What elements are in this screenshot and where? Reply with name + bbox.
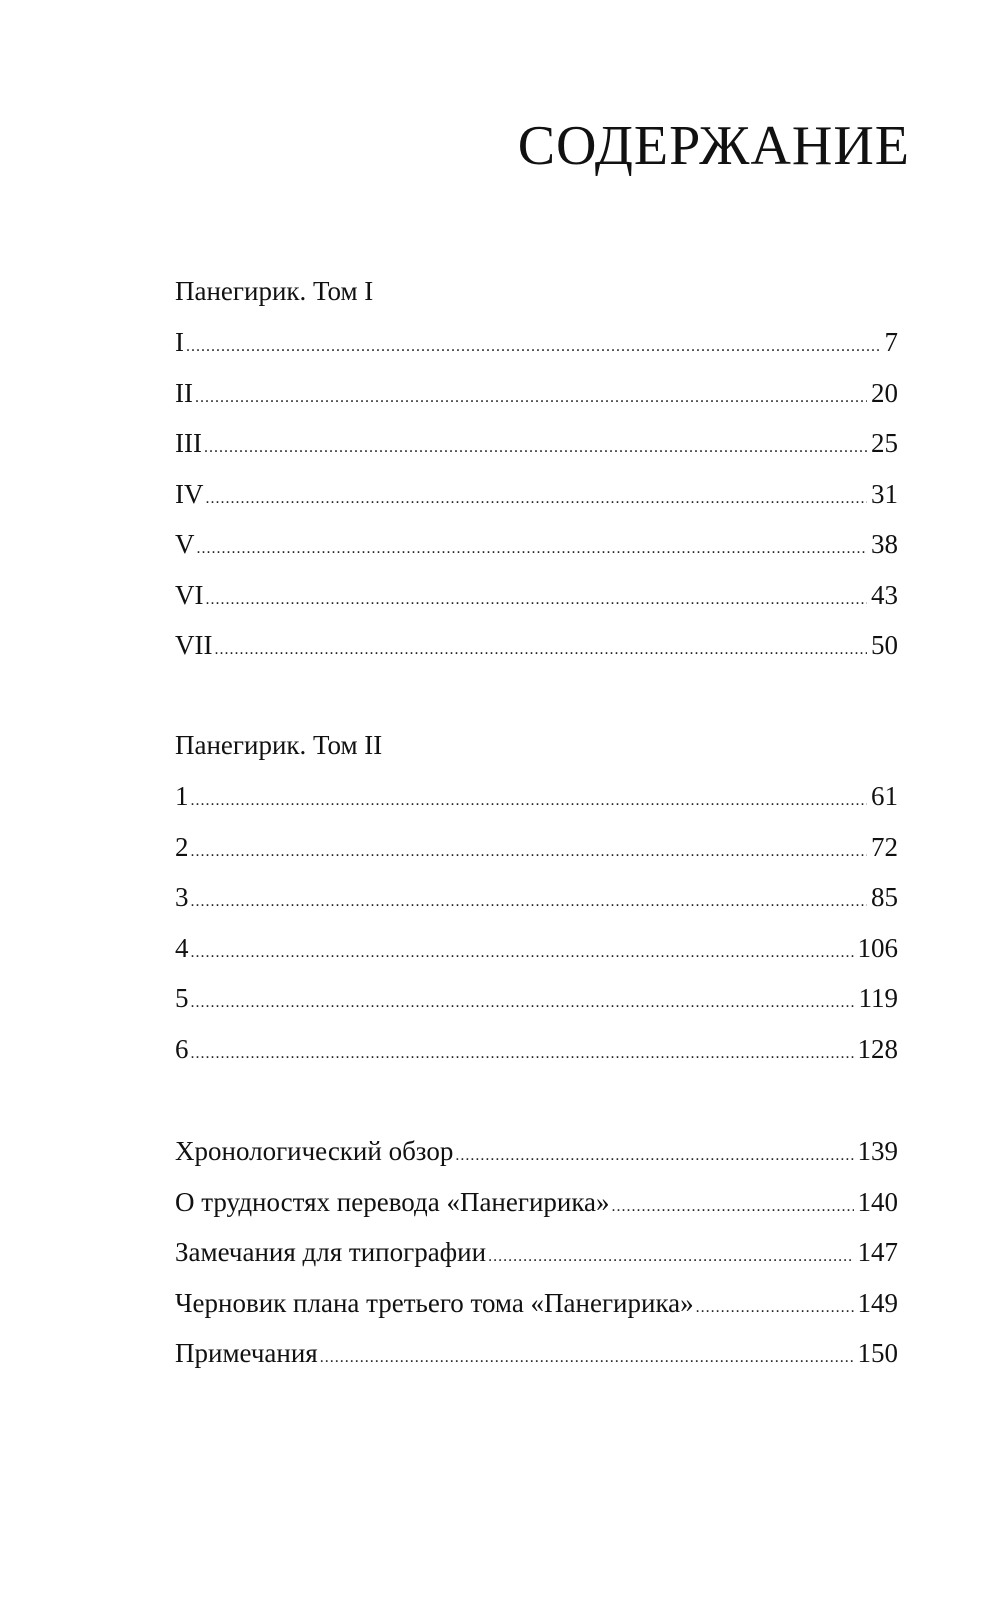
dot-leader xyxy=(206,585,868,615)
toc-entry-page: 147 xyxy=(857,1237,898,1267)
toc-entry-label: Черновик плана третьего тома «Панегирика» xyxy=(175,1287,694,1318)
toc-entry-label: VI xyxy=(175,579,204,610)
dot-leader xyxy=(488,1242,853,1272)
toc-entry-label: 3 xyxy=(175,882,189,912)
dot-leader xyxy=(191,1039,854,1069)
dot-leader xyxy=(197,534,868,564)
toc-entry-page: 61 xyxy=(871,781,898,811)
dot-leader xyxy=(455,1141,853,1171)
dot-leader xyxy=(320,1343,854,1373)
toc-entry xyxy=(175,781,898,832)
section-heading: Панегирик. Том II xyxy=(175,730,383,760)
dot-leader xyxy=(204,433,867,463)
toc-entry-page: 150 xyxy=(857,1338,898,1368)
toc-entry-page: 149 xyxy=(857,1287,898,1318)
toc-entry-page: 106 xyxy=(857,932,898,963)
toc-entry-label: II xyxy=(175,377,193,408)
toc-entry-page: 139 xyxy=(857,1136,898,1166)
dot-leader xyxy=(206,484,868,514)
toc-entry xyxy=(175,1034,898,1085)
toc-entry-page: 31 xyxy=(871,478,898,509)
toc-entry xyxy=(175,580,898,631)
toc-entry xyxy=(175,1136,898,1187)
toc-entry xyxy=(175,1237,898,1288)
dot-leader xyxy=(191,887,868,917)
toc-entry-label: Примечания xyxy=(175,1338,318,1368)
dot-leader xyxy=(191,988,855,1018)
toc-section-appendices xyxy=(175,1136,898,1389)
toc-entry xyxy=(175,327,898,378)
toc-entry-page: 140 xyxy=(857,1186,898,1217)
toc-entry xyxy=(175,630,898,681)
dot-leader xyxy=(191,786,868,816)
toc-entry-label: V xyxy=(175,529,195,559)
dot-leader xyxy=(191,837,868,867)
toc-entry xyxy=(175,428,898,479)
toc-entry xyxy=(175,1288,898,1339)
toc-entry-page: 38 xyxy=(871,529,898,559)
toc-entry-label: I xyxy=(175,327,184,357)
toc-entry-page: 20 xyxy=(871,377,898,408)
toc-entry xyxy=(175,832,898,883)
toc-entry-label: 5 xyxy=(175,983,189,1013)
toc-entry-label: III xyxy=(175,428,202,458)
toc-entry-page: 7 xyxy=(884,327,898,357)
toc-list xyxy=(175,1136,898,1389)
toc-entry-label: VII xyxy=(175,630,213,660)
toc-entry xyxy=(175,1338,898,1389)
toc-entry-label: О трудностях перевода «Панегирика» xyxy=(175,1186,610,1217)
toc-entry-label: Замечания для типографии xyxy=(175,1237,487,1267)
dot-leader xyxy=(195,383,867,413)
toc-entry-page: 72 xyxy=(871,831,898,862)
dot-leader xyxy=(612,1192,854,1222)
toc-entry-label: Хронологический обзор xyxy=(175,1136,454,1166)
toc-entry-page: 25 xyxy=(871,428,898,458)
toc-entry-page: 43 xyxy=(871,579,898,610)
dot-leader xyxy=(214,635,867,665)
toc-entry xyxy=(175,933,898,984)
toc-section-volume-2 xyxy=(175,730,898,1084)
page-title: СОДЕРЖАНИЕ xyxy=(517,115,910,177)
dot-leader xyxy=(191,938,854,968)
toc-entry-label: 1 xyxy=(175,781,189,811)
toc-section-volume-1 xyxy=(175,276,898,681)
toc-entry-page: 128 xyxy=(857,1033,898,1064)
toc-entry xyxy=(175,1187,898,1238)
toc-entry-label: IV xyxy=(175,478,204,509)
toc-entry xyxy=(175,983,898,1034)
toc-entry-page: 119 xyxy=(858,983,898,1013)
toc-entry-page: 85 xyxy=(871,882,898,912)
toc-entry xyxy=(175,882,898,933)
toc-entry-label: 2 xyxy=(175,831,189,862)
dot-leader xyxy=(696,1293,854,1323)
toc-entry xyxy=(175,529,898,580)
toc-entry-label: 4 xyxy=(175,932,189,963)
dot-leader xyxy=(186,332,881,362)
toc-list xyxy=(175,781,898,1084)
toc-entry xyxy=(175,479,898,530)
toc-entry xyxy=(175,378,898,429)
toc-entry-label: 6 xyxy=(175,1033,189,1064)
section-heading: Панегирик. Том I xyxy=(175,276,374,306)
toc-entry-page: 50 xyxy=(871,630,898,660)
toc-list xyxy=(175,327,898,681)
